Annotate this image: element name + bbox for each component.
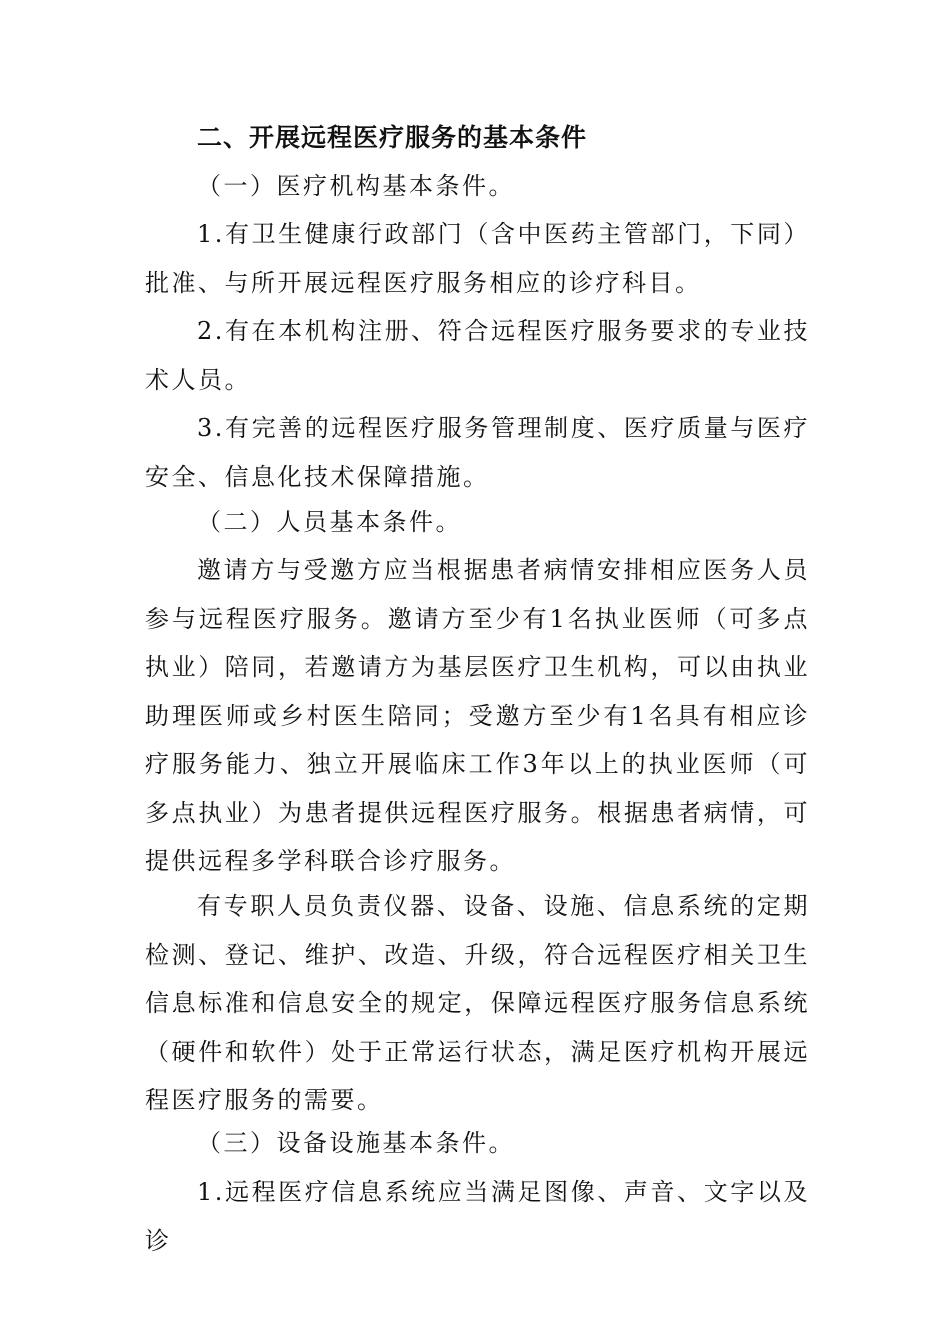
paragraph-personnel-1: 邀请方与受邀方应当根据患者病情安排相应医务人员参与远程医疗服务。邀请方至少有1名执业医师（可多点执业）陪同，若邀请方为基层医疗卫生机构，可以由执业助理医师或乡村医生陪同；受邀方至少有1名具有相应诊疗服务能力、独立开展临床工作3年以上的执业医师（可多点执业）为患者提供远程医疗服务。根据患者病情，可提供远程多学科联合诊疗服务。 [145,556,810,875]
paragraph-item-1-2: 2.有在本机构注册、符合远程医疗服务要求的专业技术人员。 [145,317,810,394]
paragraph-item-1-3: 3.有完善的远程医疗服务管理制度、医疗质量与医疗安全、信息化技术保障措施。 [145,414,810,491]
paragraph-personnel-2: 有专职人员负责仪器、设备、设施、信息系统的定期检测、登记、维护、改造、升级，符合远程医疗相关卫生信息标准和信息安全的规定，保障远程医疗服务信息系统（硬件和软件）处于正常运行状态，满足医疗机构开展远程医疗服务的需要。 [145,892,810,1114]
subsection-title-equipment: （三）设备设施基本条件。 [197,1129,515,1157]
paragraph-item-3-1: 1.远程医疗信息系统应当满足图像、声音、文字以及诊 [145,1178,810,1255]
section-title: 二、开展远程医疗服务的基本条件 [197,123,588,152]
subsection-title-personnel: （二）人员基本条件。 [197,508,462,536]
paragraph-item-1-1: 1.有卫生健康行政部门（含中医药主管部门，下同）批准、与所开展远程医疗服务相应的诊疗科目。 [145,220,810,297]
subsection-title-institution: （一）医疗机构基本条件。 [197,172,515,200]
